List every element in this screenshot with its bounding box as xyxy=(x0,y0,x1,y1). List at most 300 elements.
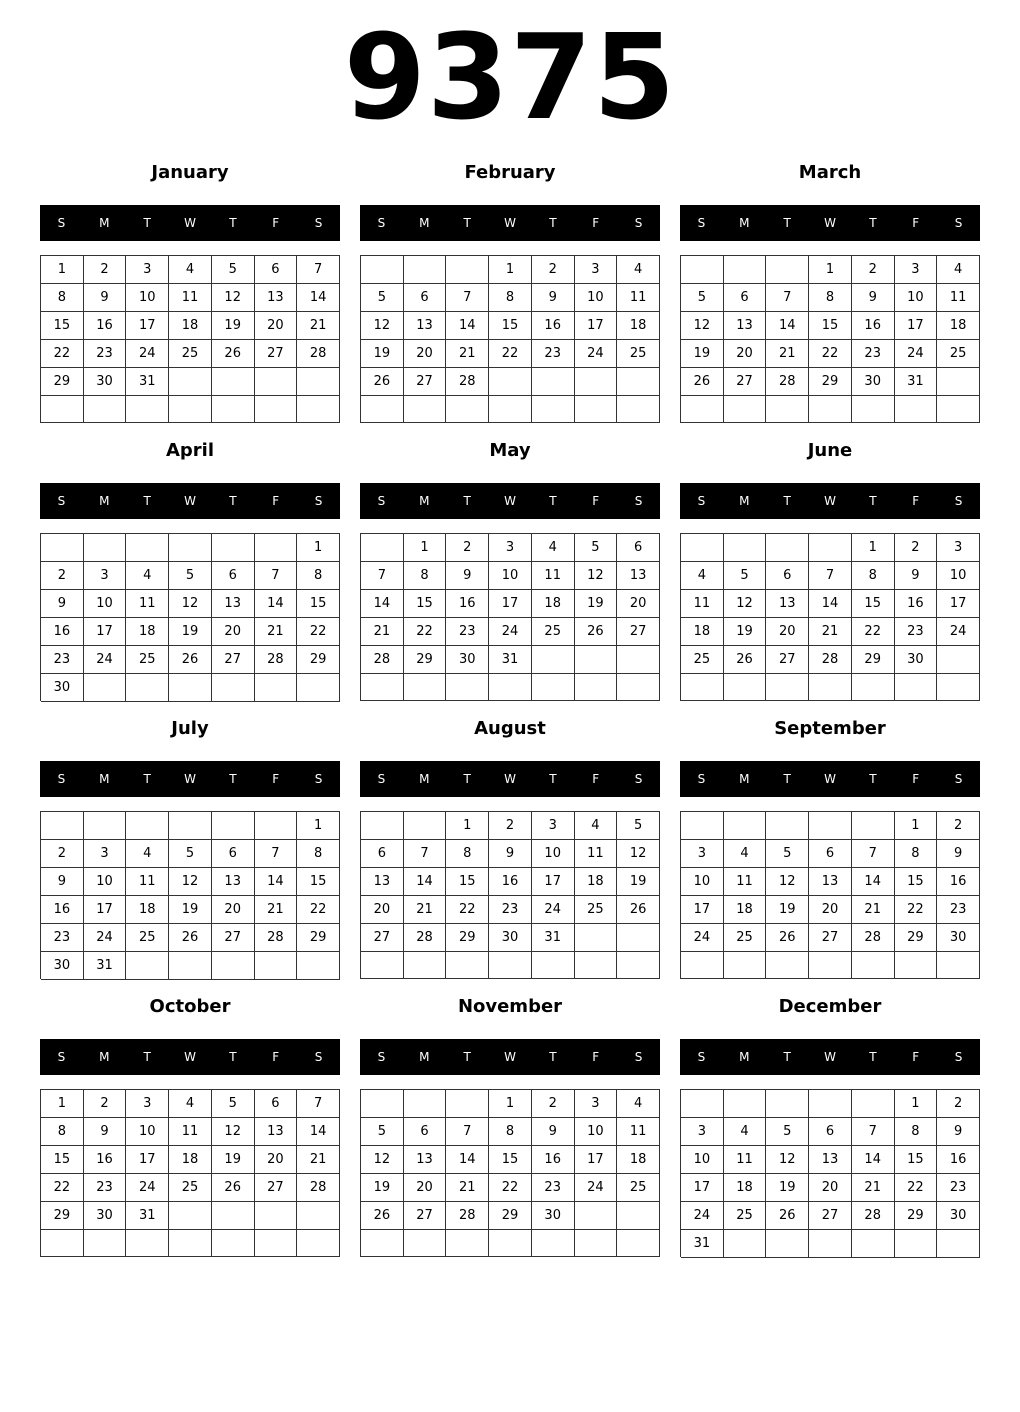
day-cell: 12 xyxy=(681,312,724,340)
day-cell: 29 xyxy=(446,924,489,952)
day-cell xyxy=(809,952,852,979)
day-cell: 25 xyxy=(126,646,169,674)
day-cell: 18 xyxy=(532,590,575,618)
day-cell: 19 xyxy=(617,868,660,896)
day-cell: 24 xyxy=(84,924,127,952)
day-cell: 20 xyxy=(766,618,809,646)
weekday-label: T xyxy=(463,216,471,230)
day-cell xyxy=(297,1230,340,1257)
month-name: March xyxy=(798,162,862,183)
day-cell xyxy=(809,1230,852,1258)
day-cell: 4 xyxy=(617,1090,660,1118)
weekday-header xyxy=(40,761,340,797)
day-cell: 10 xyxy=(681,1146,724,1174)
day-cell: 2 xyxy=(852,256,895,284)
weekday-label: S xyxy=(314,1050,323,1064)
day-cell: 12 xyxy=(212,1118,255,1146)
weekday-label: T xyxy=(463,494,471,508)
day-cell: 18 xyxy=(724,896,767,924)
day-cell: 2 xyxy=(532,1090,575,1118)
day-cell: 29 xyxy=(895,1202,938,1230)
day-cell: 9 xyxy=(84,1118,127,1146)
weekday-label: T xyxy=(143,772,151,786)
weekday-label: F xyxy=(912,1050,920,1064)
day-cell: 8 xyxy=(297,840,340,868)
day-cell: 11 xyxy=(937,284,980,312)
day-cell: 8 xyxy=(809,284,852,312)
day-cell xyxy=(361,396,404,423)
day-cell: 25 xyxy=(169,1174,212,1202)
day-cell xyxy=(361,812,404,840)
weekday-label: S xyxy=(634,494,643,508)
day-cell xyxy=(169,952,212,980)
weekday-label: S xyxy=(697,494,706,508)
weekday-label: M xyxy=(419,216,430,230)
day-cell: 27 xyxy=(255,1174,298,1202)
day-cell xyxy=(724,812,767,840)
day-cell xyxy=(852,812,895,840)
day-cell: 28 xyxy=(852,924,895,952)
day-cell xyxy=(169,1202,212,1230)
day-cell: 1 xyxy=(297,812,340,840)
day-cell: 29 xyxy=(489,1202,532,1230)
day-cell xyxy=(895,396,938,423)
day-cell xyxy=(617,952,660,979)
day-cell: 9 xyxy=(937,1118,980,1146)
day-cell: 1 xyxy=(852,534,895,562)
day-cell: 28 xyxy=(446,368,489,396)
day-cell: 28 xyxy=(297,340,340,368)
day-cell: 14 xyxy=(255,590,298,618)
day-cell xyxy=(255,952,298,980)
day-cell xyxy=(446,674,489,701)
day-cell: 7 xyxy=(852,840,895,868)
weekday-label: S xyxy=(314,216,323,230)
weekday-label: T xyxy=(783,216,791,230)
weekday-label: T xyxy=(549,1050,557,1064)
day-cell: 3 xyxy=(84,840,127,868)
day-cell: 18 xyxy=(617,312,660,340)
weekday-label: F xyxy=(912,772,920,786)
day-cell: 24 xyxy=(532,896,575,924)
day-cell: 8 xyxy=(489,284,532,312)
day-cell: 1 xyxy=(41,1090,84,1118)
day-cell: 10 xyxy=(489,562,532,590)
day-cell xyxy=(937,368,980,396)
day-cell xyxy=(766,674,809,701)
day-cell: 8 xyxy=(297,562,340,590)
day-cell: 27 xyxy=(212,646,255,674)
day-cell: 4 xyxy=(532,534,575,562)
day-cell: 12 xyxy=(724,590,767,618)
weekday-header xyxy=(680,1039,980,1075)
day-cell: 26 xyxy=(361,368,404,396)
day-cell: 30 xyxy=(852,368,895,396)
day-cell: 17 xyxy=(84,896,127,924)
day-cell: 20 xyxy=(809,896,852,924)
weekday-label: M xyxy=(739,216,750,230)
day-cell xyxy=(489,396,532,423)
day-cell: 23 xyxy=(852,340,895,368)
day-cell: 14 xyxy=(297,1118,340,1146)
day-cell: 21 xyxy=(446,340,489,368)
day-cell xyxy=(84,812,127,840)
day-grid xyxy=(680,811,980,979)
day-cell: 2 xyxy=(84,256,127,284)
day-cell: 16 xyxy=(937,1146,980,1174)
day-cell: 12 xyxy=(617,840,660,868)
day-cell: 2 xyxy=(41,840,84,868)
day-cell: 26 xyxy=(212,340,255,368)
day-cell xyxy=(446,396,489,423)
day-cell: 15 xyxy=(446,868,489,896)
day-cell xyxy=(617,674,660,701)
day-cell: 22 xyxy=(895,896,938,924)
day-cell: 4 xyxy=(724,840,767,868)
weekday-label: S xyxy=(954,216,963,230)
weekday-label: T xyxy=(463,1050,471,1064)
day-cell: 25 xyxy=(681,646,724,674)
day-cell: 5 xyxy=(169,840,212,868)
day-cell: 6 xyxy=(404,1118,447,1146)
day-cell xyxy=(681,396,724,423)
day-cell: 6 xyxy=(361,840,404,868)
day-cell: 26 xyxy=(361,1202,404,1230)
day-cell: 29 xyxy=(41,1202,84,1230)
day-cell xyxy=(404,1090,447,1118)
day-cell: 16 xyxy=(532,1146,575,1174)
day-cell xyxy=(84,534,127,562)
weekday-label: M xyxy=(419,1050,430,1064)
day-cell xyxy=(446,1090,489,1118)
day-cell: 12 xyxy=(766,868,809,896)
day-cell: 13 xyxy=(809,868,852,896)
weekday-label: M xyxy=(99,494,110,508)
weekday-label: F xyxy=(592,1050,600,1064)
day-cell: 19 xyxy=(575,590,618,618)
day-cell: 30 xyxy=(937,1202,980,1230)
day-cell: 22 xyxy=(489,340,532,368)
day-cell: 23 xyxy=(937,896,980,924)
weekday-label: W xyxy=(824,772,836,786)
day-cell: 25 xyxy=(169,340,212,368)
day-cell: 12 xyxy=(361,1146,404,1174)
day-cell: 11 xyxy=(126,590,169,618)
weekday-label: S xyxy=(634,772,643,786)
day-cell: 14 xyxy=(766,312,809,340)
day-cell: 15 xyxy=(297,590,340,618)
day-cell: 28 xyxy=(809,646,852,674)
day-cell: 19 xyxy=(212,312,255,340)
day-cell: 16 xyxy=(84,312,127,340)
weekday-label: W xyxy=(504,216,516,230)
day-cell: 3 xyxy=(532,812,575,840)
day-cell: 9 xyxy=(41,590,84,618)
day-cell xyxy=(212,812,255,840)
day-cell xyxy=(809,534,852,562)
day-cell: 19 xyxy=(169,896,212,924)
day-cell: 28 xyxy=(361,646,404,674)
day-cell xyxy=(169,396,212,423)
day-cell xyxy=(724,256,767,284)
day-cell: 7 xyxy=(446,284,489,312)
day-grid xyxy=(40,255,340,423)
day-cell: 17 xyxy=(84,618,127,646)
day-cell xyxy=(446,1230,489,1257)
day-cell: 5 xyxy=(575,534,618,562)
weekday-header xyxy=(680,205,980,241)
weekday-label: S xyxy=(697,772,706,786)
weekday-header xyxy=(40,1039,340,1075)
weekday-label: W xyxy=(184,772,196,786)
day-cell: 31 xyxy=(489,646,532,674)
month-name: December xyxy=(778,996,882,1017)
day-cell: 1 xyxy=(446,812,489,840)
day-cell: 13 xyxy=(212,868,255,896)
day-cell: 2 xyxy=(937,1090,980,1118)
day-cell xyxy=(724,1090,767,1118)
day-cell: 6 xyxy=(724,284,767,312)
day-cell: 3 xyxy=(681,1118,724,1146)
day-cell xyxy=(297,396,340,423)
month-name: February xyxy=(464,162,556,183)
day-cell: 20 xyxy=(212,618,255,646)
day-cell xyxy=(446,952,489,979)
day-cell: 10 xyxy=(126,1118,169,1146)
weekday-label: W xyxy=(504,494,516,508)
day-cell: 19 xyxy=(681,340,724,368)
day-cell xyxy=(766,256,809,284)
day-cell: 29 xyxy=(41,368,84,396)
day-cell xyxy=(724,674,767,701)
day-cell xyxy=(681,256,724,284)
day-cell: 3 xyxy=(126,256,169,284)
day-cell: 7 xyxy=(255,840,298,868)
day-cell: 16 xyxy=(446,590,489,618)
day-cell xyxy=(617,1202,660,1230)
day-cell: 30 xyxy=(84,1202,127,1230)
day-cell: 23 xyxy=(937,1174,980,1202)
day-cell: 2 xyxy=(84,1090,127,1118)
day-cell: 30 xyxy=(532,1202,575,1230)
day-cell: 21 xyxy=(255,896,298,924)
day-cell: 22 xyxy=(297,896,340,924)
day-cell: 13 xyxy=(212,590,255,618)
day-cell xyxy=(532,368,575,396)
day-cell: 30 xyxy=(489,924,532,952)
day-cell: 1 xyxy=(489,256,532,284)
day-cell xyxy=(169,674,212,702)
day-cell: 27 xyxy=(404,368,447,396)
day-cell: 26 xyxy=(766,1202,809,1230)
day-cell xyxy=(361,952,404,979)
weekday-label: T xyxy=(549,772,557,786)
weekday-label: F xyxy=(912,216,920,230)
day-cell: 16 xyxy=(895,590,938,618)
day-cell: 9 xyxy=(532,1118,575,1146)
day-cell: 28 xyxy=(852,1202,895,1230)
month-name: May xyxy=(489,440,531,461)
day-cell: 27 xyxy=(212,924,255,952)
weekday-label: M xyxy=(99,1050,110,1064)
weekday-label: W xyxy=(824,216,836,230)
day-cell: 12 xyxy=(169,590,212,618)
day-cell xyxy=(809,396,852,423)
weekday-label: T xyxy=(143,1050,151,1064)
day-cell: 5 xyxy=(766,840,809,868)
day-cell xyxy=(212,1230,255,1257)
day-cell: 31 xyxy=(126,1202,169,1230)
day-cell xyxy=(404,812,447,840)
day-cell: 29 xyxy=(809,368,852,396)
day-cell: 19 xyxy=(724,618,767,646)
weekday-label: M xyxy=(739,772,750,786)
day-cell: 10 xyxy=(126,284,169,312)
day-cell: 21 xyxy=(852,896,895,924)
day-cell: 24 xyxy=(895,340,938,368)
day-cell: 11 xyxy=(724,868,767,896)
day-cell: 20 xyxy=(724,340,767,368)
day-cell: 18 xyxy=(126,896,169,924)
day-cell: 28 xyxy=(255,646,298,674)
day-cell: 18 xyxy=(575,868,618,896)
day-cell: 10 xyxy=(895,284,938,312)
day-cell xyxy=(84,396,127,423)
day-cell xyxy=(126,396,169,423)
day-cell: 10 xyxy=(937,562,980,590)
weekday-header xyxy=(360,761,660,797)
day-cell: 20 xyxy=(404,1174,447,1202)
day-cell: 5 xyxy=(617,812,660,840)
day-cell: 9 xyxy=(532,284,575,312)
weekday-label: F xyxy=(272,772,280,786)
day-grid xyxy=(680,255,980,423)
day-cell: 26 xyxy=(575,618,618,646)
day-cell xyxy=(617,646,660,674)
day-cell: 21 xyxy=(809,618,852,646)
weekday-label: S xyxy=(954,1050,963,1064)
day-cell: 28 xyxy=(446,1202,489,1230)
day-cell: 4 xyxy=(937,256,980,284)
day-cell xyxy=(681,674,724,701)
day-cell: 23 xyxy=(532,1174,575,1202)
weekday-label: S xyxy=(634,216,643,230)
day-grid xyxy=(360,1089,660,1257)
day-cell xyxy=(361,256,404,284)
day-cell: 11 xyxy=(169,1118,212,1146)
day-cell: 23 xyxy=(532,340,575,368)
day-cell: 26 xyxy=(766,924,809,952)
day-cell: 3 xyxy=(84,562,127,590)
day-cell xyxy=(766,396,809,423)
day-cell: 3 xyxy=(575,1090,618,1118)
day-cell: 5 xyxy=(212,256,255,284)
weekday-label: W xyxy=(184,494,196,508)
weekday-label: W xyxy=(504,772,516,786)
day-cell xyxy=(895,952,938,979)
day-cell: 24 xyxy=(681,924,724,952)
day-cell: 19 xyxy=(169,618,212,646)
day-cell xyxy=(724,952,767,979)
day-cell: 4 xyxy=(126,840,169,868)
day-cell: 21 xyxy=(297,312,340,340)
day-cell: 22 xyxy=(41,1174,84,1202)
day-cell: 23 xyxy=(41,646,84,674)
day-cell xyxy=(255,1202,298,1230)
day-cell: 3 xyxy=(575,256,618,284)
day-cell: 24 xyxy=(84,646,127,674)
day-cell: 26 xyxy=(169,924,212,952)
weekday-label: T xyxy=(549,494,557,508)
day-cell: 12 xyxy=(766,1146,809,1174)
day-cell xyxy=(575,368,618,396)
weekday-label: W xyxy=(184,216,196,230)
day-cell: 13 xyxy=(724,312,767,340)
day-cell: 8 xyxy=(489,1118,532,1146)
weekday-label: T xyxy=(869,494,877,508)
day-cell: 15 xyxy=(41,1146,84,1174)
weekday-label: S xyxy=(314,494,323,508)
month-name: January xyxy=(151,162,229,183)
day-cell: 1 xyxy=(404,534,447,562)
day-cell: 9 xyxy=(489,840,532,868)
day-cell: 17 xyxy=(532,868,575,896)
day-cell: 11 xyxy=(681,590,724,618)
weekday-label: M xyxy=(419,772,430,786)
day-cell: 9 xyxy=(84,284,127,312)
day-cell xyxy=(255,534,298,562)
weekday-label: T xyxy=(549,216,557,230)
day-cell: 24 xyxy=(575,340,618,368)
day-cell xyxy=(766,1090,809,1118)
month-name: November xyxy=(457,996,563,1017)
day-cell xyxy=(766,534,809,562)
weekday-label: T xyxy=(783,494,791,508)
day-cell: 7 xyxy=(297,1090,340,1118)
day-cell: 20 xyxy=(212,896,255,924)
day-cell: 25 xyxy=(575,896,618,924)
day-cell: 27 xyxy=(404,1202,447,1230)
weekday-header xyxy=(40,483,340,519)
day-cell: 6 xyxy=(255,256,298,284)
weekday-label: S xyxy=(57,1050,66,1064)
day-cell: 10 xyxy=(681,868,724,896)
weekday-label: T xyxy=(229,216,237,230)
day-cell xyxy=(126,674,169,702)
day-cell: 25 xyxy=(617,340,660,368)
day-cell: 25 xyxy=(126,924,169,952)
day-cell: 17 xyxy=(681,896,724,924)
day-cell: 18 xyxy=(937,312,980,340)
day-cell: 9 xyxy=(446,562,489,590)
weekday-label: F xyxy=(592,494,600,508)
day-cell: 8 xyxy=(852,562,895,590)
day-cell: 2 xyxy=(532,256,575,284)
day-cell xyxy=(532,646,575,674)
day-cell xyxy=(41,1230,84,1257)
day-cell xyxy=(575,1202,618,1230)
day-cell: 10 xyxy=(575,1118,618,1146)
day-cell: 27 xyxy=(809,924,852,952)
day-cell: 8 xyxy=(446,840,489,868)
day-cell: 23 xyxy=(84,340,127,368)
weekday-label: M xyxy=(99,772,110,786)
day-cell: 16 xyxy=(489,868,532,896)
day-cell: 2 xyxy=(446,534,489,562)
day-cell: 27 xyxy=(361,924,404,952)
day-cell xyxy=(169,534,212,562)
day-cell: 20 xyxy=(255,1146,298,1174)
